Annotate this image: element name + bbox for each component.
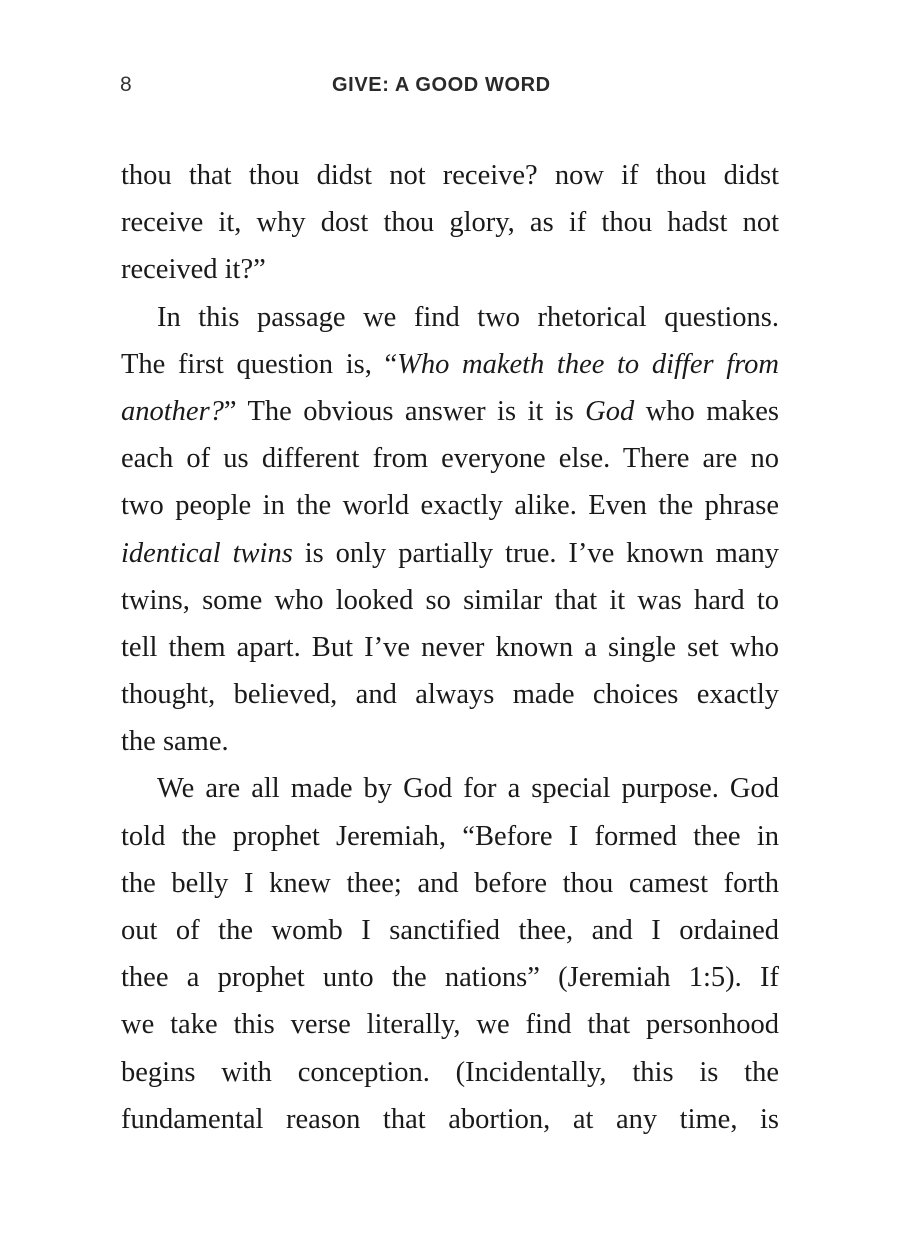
text-line xyxy=(121,860,779,907)
paragraph xyxy=(121,294,779,766)
text-run: we take this verse literally, we find that personhood xyxy=(121,1009,779,1041)
text-line xyxy=(121,199,779,246)
text-run: who makes xyxy=(634,395,780,427)
text-run: twins, some who looked so similar that it was hard to xyxy=(121,584,779,616)
body-text xyxy=(121,152,779,1143)
text-run: the belly I knew thee; and before thou camest forth xyxy=(121,867,779,899)
text-line xyxy=(121,388,779,435)
text-run: thought, believed, and always made choices exactly xyxy=(121,679,779,711)
text-run: thee a prophet unto the nations” (Jeremiah 1:5). If xyxy=(121,962,779,994)
text-run: The first question is, “ xyxy=(121,348,398,380)
text-line xyxy=(121,246,779,293)
text-run: two people in the world exactly alike. Even the phrase xyxy=(121,490,779,522)
text-line xyxy=(121,1001,779,1048)
text-line xyxy=(121,435,779,482)
paragraph xyxy=(121,152,779,294)
paragraph xyxy=(121,765,779,1143)
italic-emphasis: another? xyxy=(121,395,224,427)
text-line xyxy=(121,954,779,1001)
text-line xyxy=(121,718,779,765)
running-title: GIVE: A GOOD WORD xyxy=(332,74,551,96)
text-line xyxy=(121,624,779,671)
text-line xyxy=(121,341,779,388)
text-run: received it?” xyxy=(121,254,266,286)
text-line xyxy=(121,294,779,341)
italic-emphasis: identical twins xyxy=(121,537,293,569)
text-line xyxy=(121,482,779,529)
text-line xyxy=(121,152,779,199)
text-line xyxy=(121,577,779,624)
text-line xyxy=(121,1096,779,1143)
text-run: told the prophet Jeremiah, “Before I formed thee in xyxy=(121,820,779,852)
text-run: ” The obvious answer is it is xyxy=(223,395,586,427)
text-line xyxy=(121,765,779,812)
text-run: fundamental reason that abortion, at any time, is xyxy=(121,1103,779,1135)
text-run: each of us different from everyone else. There are no xyxy=(121,443,779,475)
text-run: tell them apart. But I’ve never known a single set who xyxy=(121,631,779,663)
text-line xyxy=(121,1049,779,1096)
text-line xyxy=(121,671,779,718)
text-run: the same. xyxy=(121,726,229,758)
text-run: out of the womb I sanctified thee, and I ordained xyxy=(121,915,779,946)
text-run: thou that thou didst not receive? now if thou didst xyxy=(121,160,779,191)
text-line xyxy=(121,813,779,860)
text-run: is only partially true. I’ve known many xyxy=(292,537,779,569)
text-run: In this passage we find two rhetorical questions. xyxy=(157,301,779,333)
text-run: begins with conception. (Incidentally, this is the xyxy=(121,1056,779,1088)
text-run: We are all made by God for a special purpose. God xyxy=(157,773,779,805)
text-run: receive it, why dost thou glory, as if thou hadst not xyxy=(121,207,779,239)
italic-emphasis: Who maketh thee to differ from xyxy=(397,348,779,380)
page-number: 8 xyxy=(120,73,132,96)
text-line xyxy=(121,530,779,577)
italic-emphasis: God xyxy=(585,395,635,427)
running-head xyxy=(0,70,900,100)
text-line xyxy=(121,907,779,954)
